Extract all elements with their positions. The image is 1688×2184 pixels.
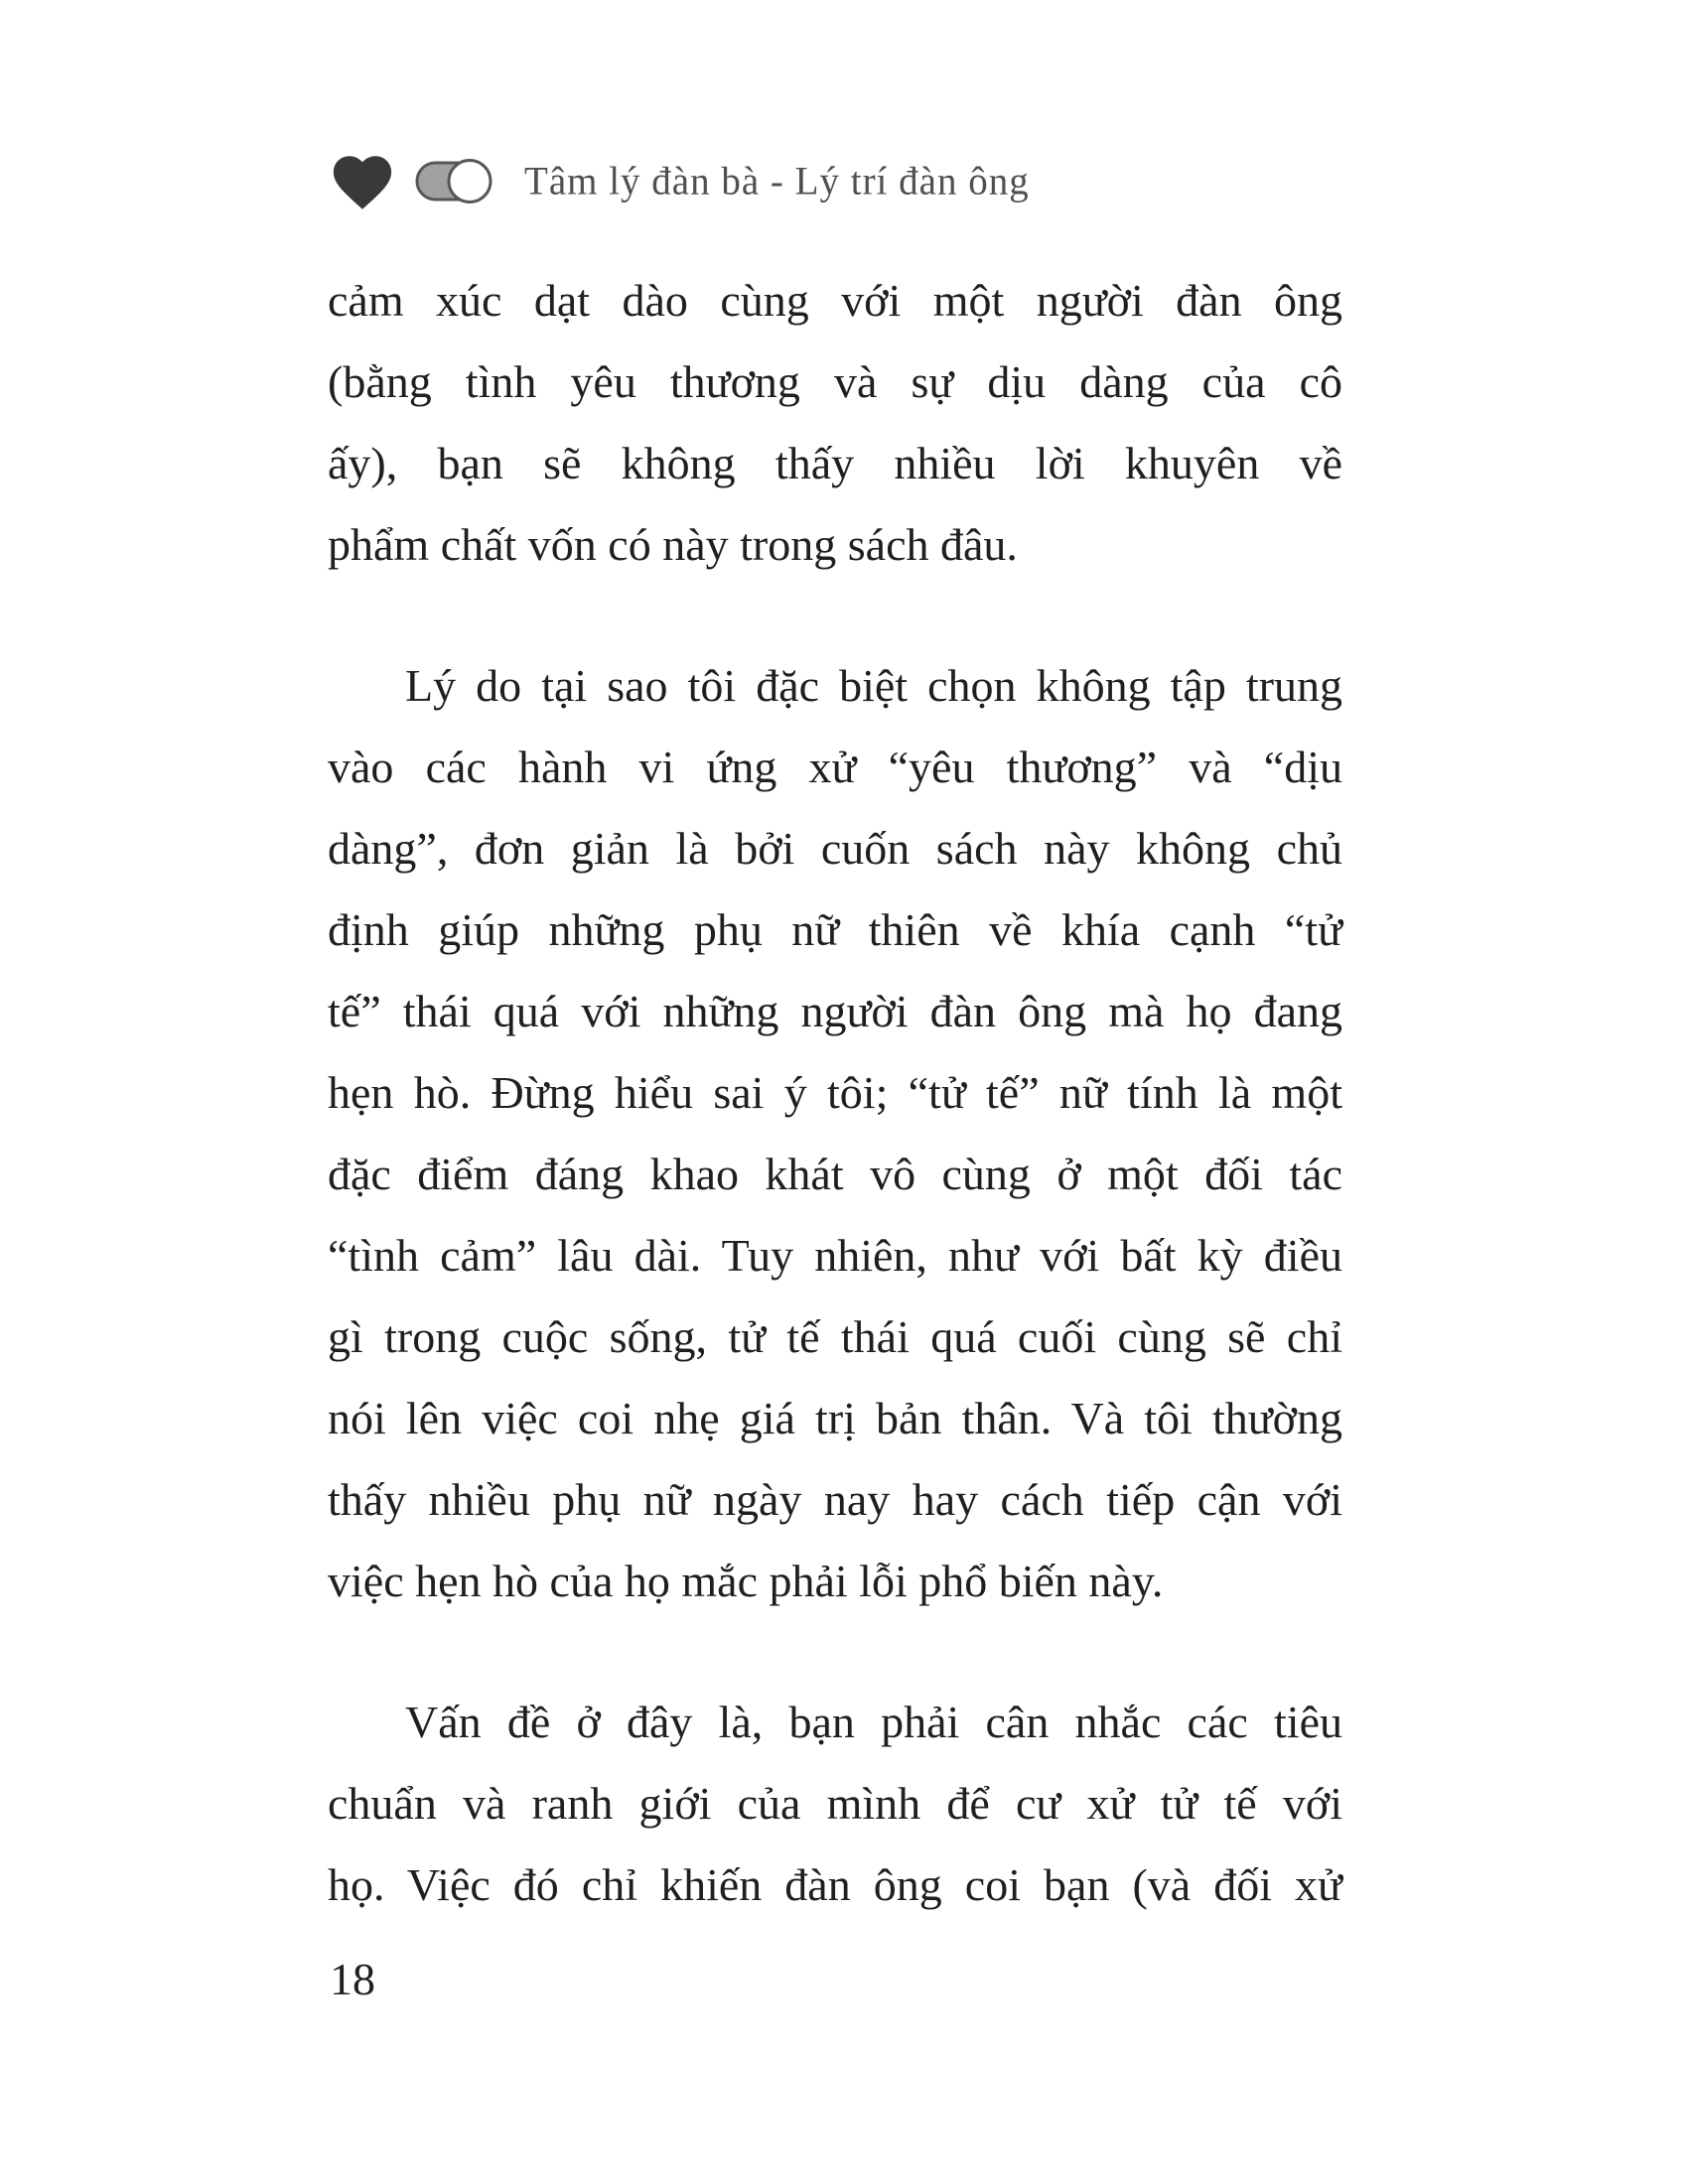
text-line: “tình cảm” lâu dài. Tuy nhiên, như với bất kỳ điều — [328, 1230, 1342, 1281]
text-line: ấy), bạn sẽ không thấy nhiều lời khuyên về — [328, 438, 1342, 488]
paragraph — [328, 260, 1342, 586]
text-line: việc hẹn hò của họ mắc phải lỗi phổ biến này. — [328, 1556, 1164, 1606]
text-line: (bằng tình yêu thương và sự dịu dàng của cô — [328, 356, 1342, 407]
page-header — [328, 145, 1030, 216]
paragraph — [328, 645, 1342, 1622]
text-line: vào các hành vi ứng xử “yêu thương” và “dịu — [328, 742, 1342, 792]
text-line: họ. Việc đó chỉ khiến đàn ông coi bạn (và đối xử — [328, 1859, 1342, 1910]
text-line: cảm xúc dạt dào cùng với một người đàn ông — [328, 275, 1342, 326]
paragraph — [328, 1682, 1342, 1926]
text-line: tế” thái quá với những người đàn ông mà họ đang — [328, 986, 1342, 1036]
text-line: đặc điểm đáng khao khát vô cùng ở một đối tác — [328, 1149, 1342, 1199]
heart-icon — [328, 146, 397, 215]
text-line: thấy nhiều phụ nữ ngày nay hay cách tiếp cận với — [328, 1474, 1342, 1525]
body-text — [328, 260, 1342, 1926]
text-line: nói lên việc coi nhẹ giá trị bản thân. Và tôi thường — [328, 1393, 1342, 1443]
text-line: dàng”, đơn giản là bởi cuốn sách này không chủ — [328, 823, 1342, 874]
text-line: phẩm chất vốn có này trong sách đâu. — [328, 519, 1018, 570]
text-line: Lý do tại sao tôi đặc biệt chọn không tập trung — [405, 660, 1342, 711]
toggle-icon — [415, 157, 494, 205]
text-line: gì trong cuộc sống, tử tế thái quá cuối cùng sẽ chỉ — [328, 1311, 1342, 1362]
page-number: 18 — [330, 1954, 375, 2004]
text-line: chuẩn và ranh giới của mình để cư xử tử tế với — [328, 1778, 1342, 1829]
text-line: Vấn đề ở đây là, bạn phải cân nhắc các tiêu — [405, 1697, 1342, 1747]
text-line: hẹn hò. Đừng hiểu sai ý tôi; “tử tế” nữ tính là một — [328, 1067, 1342, 1118]
running-header-title: Tâm lý đàn bà - Lý trí đàn ông — [524, 158, 1030, 204]
text-line: định giúp những phụ nữ thiên về khía cạnh “tử — [328, 904, 1342, 955]
